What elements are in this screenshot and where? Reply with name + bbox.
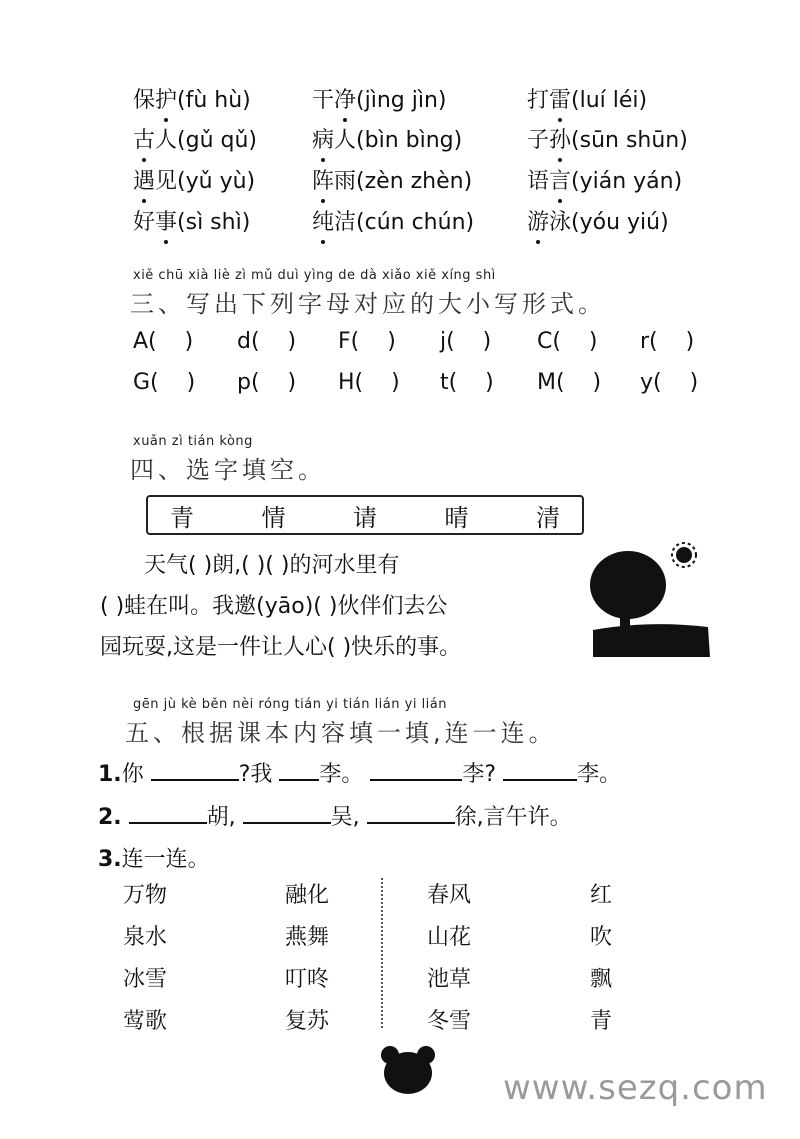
- word-item: [133, 205, 250, 236]
- q-text: 胡,: [206, 805, 236, 830]
- connect-word[interactable]: 万物: [123, 883, 168, 908]
- pinyin-options[interactable]: (yián yán): [571, 169, 683, 194]
- character: 干: [312, 88, 335, 113]
- connect-word[interactable]: 飘: [590, 967, 613, 992]
- letter-blank[interactable]: r( ): [640, 329, 695, 354]
- pinyin-options[interactable]: (luí léi): [571, 88, 648, 113]
- answer-blank[interactable]: [129, 802, 207, 824]
- section5-title: 五、根据课本内容填一填,连一连。: [125, 719, 557, 747]
- character: 人: [155, 128, 178, 153]
- character: 保: [133, 88, 156, 113]
- fill-paragraph: [100, 545, 580, 668]
- letter-blank[interactable]: t( ): [440, 370, 494, 395]
- connect-word[interactable]: 复苏: [285, 1009, 330, 1034]
- word-options-box: [146, 495, 584, 535]
- answer-blank[interactable]: [367, 802, 455, 824]
- connect-word[interactable]: 吹: [590, 925, 613, 950]
- section4-pinyin: xuǎn zì tián kòng: [133, 434, 253, 449]
- q-text: 你: [121, 762, 144, 787]
- option: 晴: [444, 503, 469, 532]
- option: 清: [536, 503, 560, 532]
- pinyin-options[interactable]: (cún chún): [356, 210, 475, 235]
- character: 人: [334, 128, 357, 153]
- question-1: [98, 757, 621, 788]
- connect-word[interactable]: 山花: [427, 925, 472, 950]
- question-2: [98, 800, 572, 831]
- word-item: [527, 164, 682, 195]
- word-item: [312, 83, 447, 114]
- character: 子: [527, 128, 550, 153]
- letter-blank[interactable]: p( ): [237, 370, 297, 395]
- character: 护: [155, 88, 178, 113]
- q-text: ?我: [238, 762, 273, 787]
- word-item: [312, 164, 472, 195]
- connect-word[interactable]: 泉水: [123, 925, 168, 950]
- pinyin-options[interactable]: (zèn zhèn): [356, 169, 473, 194]
- character: 雨: [334, 169, 357, 194]
- q-number: 3.: [98, 847, 122, 872]
- q-text: 连一连。: [121, 847, 210, 872]
- pinyin-options[interactable]: (fù hù): [177, 88, 251, 113]
- pinyin-options[interactable]: (gǔ qǔ): [177, 128, 258, 153]
- character: 见: [155, 169, 178, 194]
- character: 言: [549, 169, 572, 194]
- q-text: 徐,言午许。: [454, 805, 572, 830]
- character: 遇: [133, 169, 156, 194]
- pinyin-options[interactable]: (jìng jìn): [356, 88, 447, 113]
- q-number: 1.: [98, 762, 122, 787]
- word-item: [133, 83, 251, 114]
- connect-word[interactable]: 融化: [285, 883, 330, 908]
- character: 净: [334, 88, 357, 113]
- pinyin-options[interactable]: (sūn shūn): [571, 128, 688, 153]
- q-text: 李?: [462, 762, 497, 787]
- q-text: 李。: [319, 762, 364, 787]
- section4-title: 四、选字填空。: [130, 456, 326, 484]
- pinyin-options[interactable]: (bìn bìng): [356, 128, 463, 153]
- letter-blank[interactable]: C( ): [537, 329, 598, 354]
- pinyin-options[interactable]: (yǔ yù): [177, 169, 256, 194]
- letter-blank[interactable]: d( ): [237, 329, 297, 354]
- answer-blank[interactable]: [151, 759, 239, 781]
- word-item: [527, 123, 688, 154]
- character: 洁: [334, 210, 357, 235]
- para-line: 园玩耍,这是一件让人心( )快乐的事。: [100, 635, 462, 660]
- word-item: [133, 123, 257, 154]
- character: 好: [133, 210, 156, 235]
- connect-word[interactable]: 青: [590, 1009, 613, 1034]
- connect-word[interactable]: 春风: [427, 883, 472, 908]
- connect-word[interactable]: 燕舞: [285, 925, 330, 950]
- q-text: 吴,: [330, 805, 360, 830]
- answer-blank[interactable]: [503, 759, 577, 781]
- character: 孙: [549, 128, 572, 153]
- letter-blank[interactable]: F( ): [338, 329, 396, 354]
- section3-pinyin: xiě chū xià liè zì mǔ duì yìng de dà xiǎo xiě xíng shì: [133, 268, 496, 283]
- q-text: 李。: [577, 762, 622, 787]
- connect-word[interactable]: 池草: [427, 967, 472, 992]
- bear-page-icon: [380, 1045, 436, 1095]
- word-item: [527, 205, 669, 236]
- connect-word[interactable]: 冰雪: [123, 967, 168, 992]
- para-line: 天气( )朗,( )( )的河水里有: [144, 553, 400, 578]
- option: 请: [353, 503, 377, 532]
- character: 纯: [312, 210, 335, 235]
- pinyin-options[interactable]: (yóu yiú): [571, 210, 669, 235]
- connect-word[interactable]: 莺歌: [123, 1009, 168, 1034]
- pinyin-options[interactable]: (sì shì): [177, 210, 251, 235]
- section3-title: 三、写出下列字母对应的大小写形式。: [130, 290, 606, 318]
- letter-blank[interactable]: j( ): [440, 329, 492, 354]
- character: 病: [312, 128, 335, 153]
- q-number: 2.: [98, 805, 122, 830]
- character: 泳: [549, 210, 572, 235]
- answer-blank[interactable]: [243, 802, 331, 824]
- character: 游: [527, 210, 550, 235]
- letter-blank[interactable]: A( ): [133, 329, 194, 354]
- letter-blank[interactable]: y( ): [640, 370, 699, 395]
- divider: [381, 878, 383, 1028]
- letter-blank[interactable]: G( ): [133, 370, 196, 395]
- character: 阵: [312, 169, 335, 194]
- character: 打: [527, 88, 550, 113]
- character: 古: [133, 128, 156, 153]
- para-line: ( )蛙在叫。我邀(yāo)( )伙伴们去公: [100, 594, 448, 619]
- connect-word[interactable]: 冬雪: [427, 1009, 472, 1034]
- answer-blank[interactable]: [370, 759, 462, 781]
- watermark: www.sezq.com: [503, 1068, 768, 1108]
- letter-blank[interactable]: M( ): [537, 370, 602, 395]
- tree-sun-illustration: [588, 535, 723, 665]
- option: 情: [261, 503, 286, 532]
- letter-blank[interactable]: H( ): [338, 370, 400, 395]
- option: 青: [170, 503, 194, 532]
- question-3: [98, 842, 210, 873]
- answer-blank[interactable]: [279, 759, 319, 781]
- connect-word[interactable]: 红: [590, 883, 613, 908]
- word-item: [312, 205, 474, 236]
- word-item: [133, 164, 255, 195]
- character: 事: [155, 210, 178, 235]
- character: 语: [527, 169, 550, 194]
- sun-icon: [672, 543, 696, 567]
- character: 雷: [549, 88, 572, 113]
- word-item: [527, 83, 647, 114]
- word-item: [312, 123, 462, 154]
- section5-pinyin: gēn jù kè běn nèi róng tián yi tián lián yi lián: [133, 697, 447, 712]
- connect-word[interactable]: 叮咚: [285, 967, 330, 992]
